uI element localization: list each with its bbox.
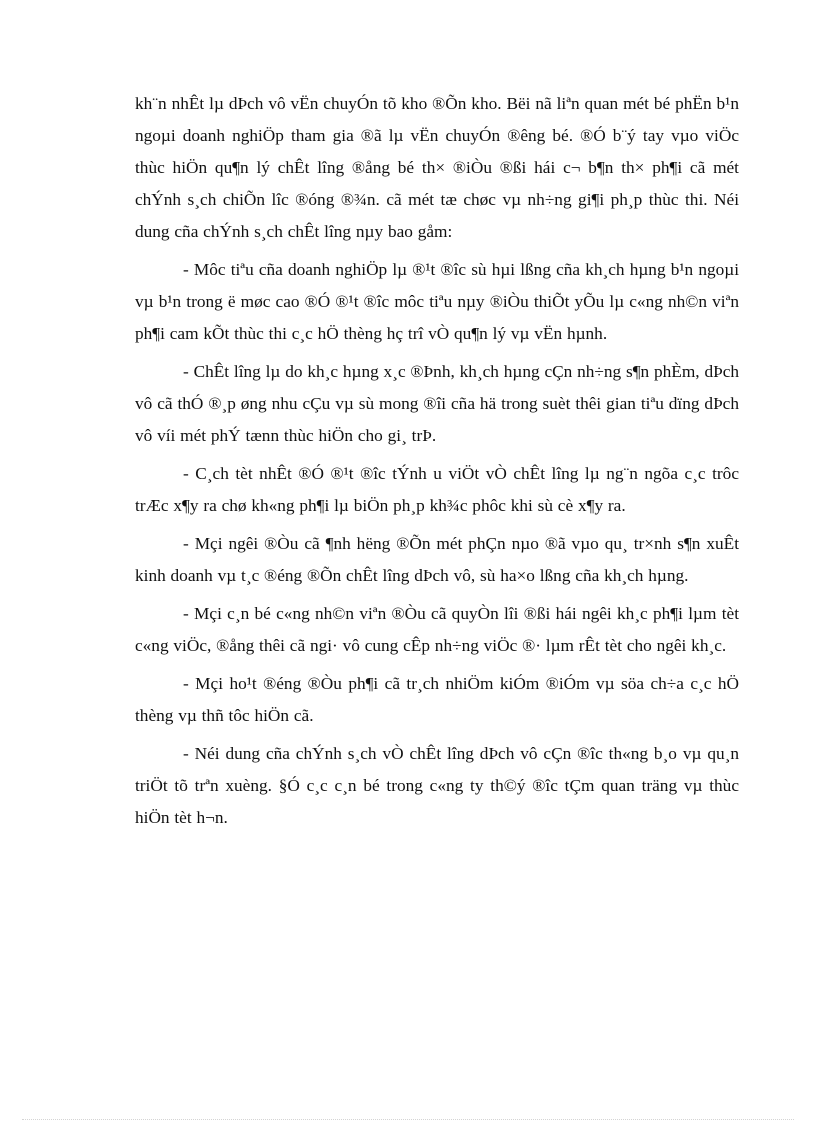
paragraph-continuation: kh¨n nhÊt lµ dÞch vô vËn chuyÓn tõ kho ®Õn kho. Bëi nã liªn quan mét bé phËn b¹n ngoµi doanh nghiÖp tham gia ®ã lµ vËn chuyÓn ®êng bé. ®Ó b¨ý tay vµo viÖc thùc hiÖn qu¶n lý chÊt lîng ®ång bé th× ®iÒu ®ßi hái c¬ b¶n th× ph¶i cã mét chÝnh s¸ch chiÕn lîc ®óng ®¾n. cã mét tæ chøc vµ nh÷ng gi¶i ph¸p thùc thi. Néi dung cña chÝnh s¸ch chÊt lîng nµy bao gåm: <box>135 94 739 241</box>
paragraph-objective: - Môc tiªu cña doanh nghiÖp lµ ®¹t ®îc sù hµi lßng cña kh¸ch hµng b¹n ngoµi vµ b¹n trong ë møc cao ®Ó ®¹t ®îc môc tiªu nµy ®iÒu thiÕt yÕu lµ c«ng nh©n viªn ph¶i cam kÕt thùc thi c¸c hÖ thèng hç trî vÒ qu¶n lý vµ vËn hµnh. <box>135 260 739 343</box>
document-body <box>135 88 739 840</box>
paragraph-rights-duties: - Mçi c¸n bé c«ng nh©n viªn ®Òu cã quyÒn lîi ®ßi hái ngêi kh¸c ph¶i lµm tèt c«ng viÖc, ®ång thêi cã ngi· vô cung cÊp nh÷ng viÖc ®· lµm rÊt tèt cho ngêi kh¸c. <box>135 604 739 655</box>
paragraph-responsibility: - Mçi ho¹t ®éng ®Òu ph¶i cã tr¸ch nhiÖm kiÓm ®iÓm vµ söa ch÷a c¸c hÖ thèng vµ thñ tôc hiÖn cã. <box>135 674 739 725</box>
paragraph-communication: - Néi dung cña chÝnh s¸ch vÒ chÊt lîng dÞch vô cÇn ®îc th«ng b¸o vµ qu¸n triÖt tõ trªn xuèng. §Ó c¸c c¸n bé trong c«ng ty th©ý ®îc tÇm quan träng vµ thùc hiÖn tèt h¬n. <box>135 744 739 827</box>
paragraph-influence: - Mçi ngêi ®Òu cã ¶nh hëng ®Õn mét phÇn nµo ®ã vµo qu¸ tr×nh s¶n xuÊt kinh doanh vµ t¸c ®éng ®Õn chÊt lîng dÞch vô, sù ha×o lßng cña kh¸ch hµng. <box>135 534 739 585</box>
paragraph-quality-definition: - ChÊt lîng lµ do kh¸c hµng x¸c ®Þnh, kh¸ch hµng cÇn nh÷ng s¶n phÈm, dÞch vô cã thÓ ®¸p øng nhu cÇu vµ sù mong ®îi cña hä trong suèt thêi gian tiªu dïng dÞch vô víi mét phÝ tænn thùc hiÖn cho gi¸ trÞ. <box>135 362 739 445</box>
paragraph-prevention: - C¸ch tèt nhÊt ®Ó ®¹t ®îc tÝnh u viÖt vÒ chÊt lîng lµ ng¨n ngõa c¸c trôc trÆc x¶y ra chø kh«ng ph¶i lµ biÖn ph¸p kh¾c phôc khi sù cè x¶y ra. <box>135 464 739 515</box>
page-bottom-divider <box>22 1119 794 1120</box>
